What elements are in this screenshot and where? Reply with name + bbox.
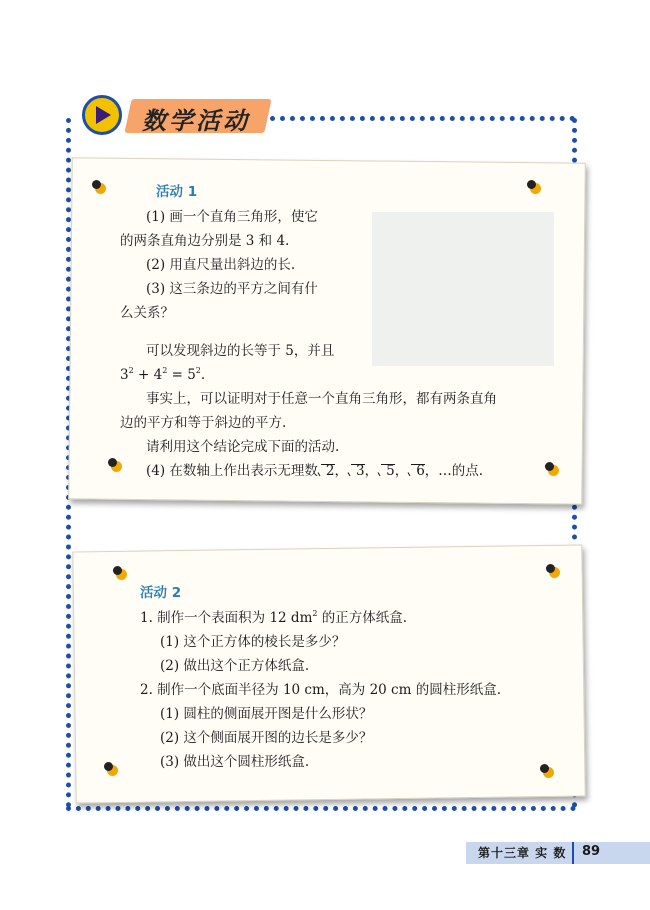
frame-bottom-border [66,806,576,811]
activity-2-line: (1) 这个正方体的棱长是多少？ [160,634,346,650]
section-title: 数学活动 [142,107,250,135]
frame-top-border [270,116,575,121]
pin-icon [92,180,106,194]
activity-2-line: (2) 这个侧面展开图的边长是多少？ [160,730,373,746]
footer-divider [572,842,574,864]
activity-2-item-1: 1. 制作一个表面积为 12 $dm^2$ 的正方体纸盒. [140,609,408,626]
pin-icon [104,762,118,776]
pin-icon [527,180,541,194]
page-number: 89 [582,844,601,859]
pin-icon [545,462,559,476]
activity-1-line: 可以发现斜边的长等于 5，并且 [146,343,335,359]
activity-1-line: 请利用这个结论完成下面的活动. [146,439,340,455]
pin-icon [108,458,122,472]
pin-icon [113,566,127,580]
chapter-label: 第十三章 实 数 [478,846,567,860]
activity-2-line: (3) 做出这个圆柱形纸盒. [160,754,310,770]
pythagorean-equation: $3^2 + 4^2 = 5^2$. [120,366,206,383]
activity-2-heading: 活动 2 [140,585,182,601]
photo-girl-drawing-triangle [372,212,554,366]
activity-1-line: (2) 用直尺量出斜边的长. [146,257,296,273]
pin-icon [540,764,554,778]
activity-1-line: 么关系？ [120,305,174,321]
activity-1-line: (3) 这三条边的平方之间有什 [146,281,318,297]
activity-1-line: 的两条直角边分别是 3 和 4. [120,233,290,249]
activity-1-line: (1) 画一个直角三角形，使它 [146,209,318,225]
activity-1-heading: 活动 1 [156,184,198,200]
activity-2-line: (1) 圆柱的侧面展开图是什么形状？ [160,706,373,722]
pin-icon [546,564,560,578]
activity-2-item-2: 2. 制作一个底面半径为 10 cm，高为 20 cm 的圆柱形纸盒. [140,682,501,698]
activity-1-line: 事实上，可以证明对于任意一个直角三角形，都有两条直角 [146,391,497,407]
activity-1-line: 边的平方和等于斜边的平方. [120,415,287,431]
activity-1-task-4: (4) 在数轴上作出表示无理数 2， 3， 5， 6，…的点. [146,463,484,479]
activity-2-line: (2) 做出这个正方体纸盒. [160,658,310,674]
play-icon [82,95,122,135]
